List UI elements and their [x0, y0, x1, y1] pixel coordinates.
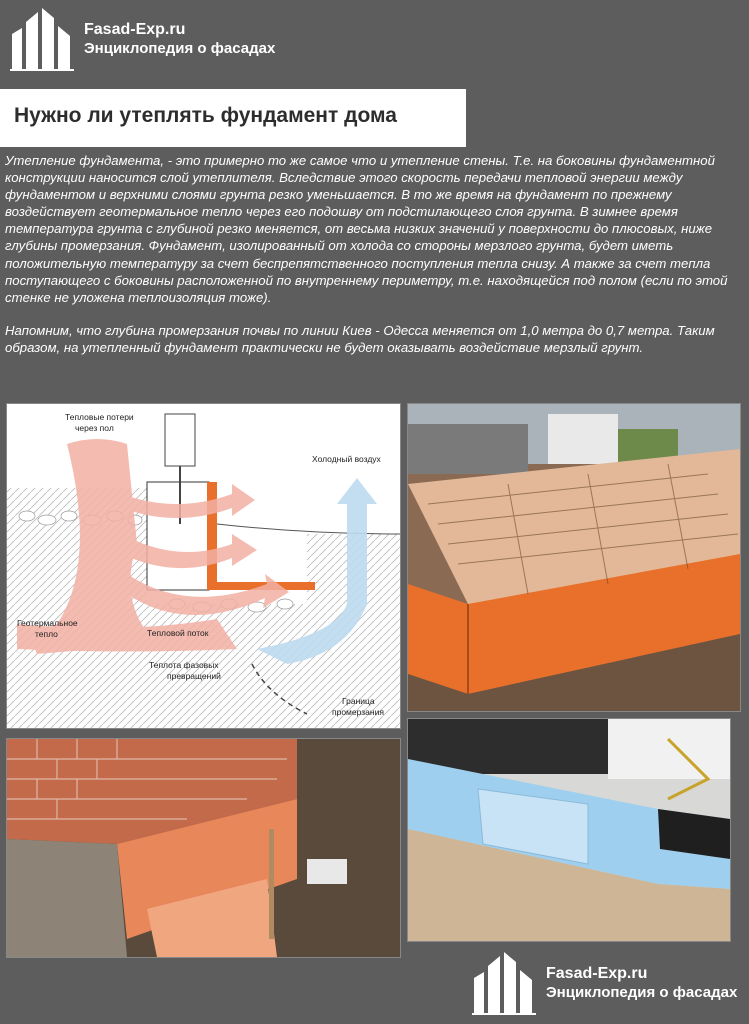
paragraph-1: Утепление фундамента, - это примерно то же самое что и утепление стены. Т.е. на боковины фундаментной конструкции наносится слой утеплителя. Вследствие этого скорость передачи тепловой энергии между фундаментом и верхними слоями грунта резко уменьшается. В то же время на фундамент по прежнему воздействует геотермальное тепло через его подошву от подстилающего слоя грунта. В зимнее время температура грунта с глубиной резко меняется, от весьма низких значений у поверхности до плюсовых, ниже глубины промерзания. Фундамент, изолированный от холода со стороны мерзлого грунта, будет иметь положительную температуру за счет беспрепятственного поступления тепла снизу. А также за счет тепла поступающего с боковины расположенной по внутреннему периметру, т.е. находящейся под полом (если по этой стенке не уложена теплоизоляция тоже). [5, 153, 728, 305]
site-tagline: Энциклопедия о фасадах [546, 984, 738, 1001]
label-frost-2: промерзания [332, 707, 384, 717]
label-geothermal-2: тепло [35, 629, 58, 639]
page-title: Нужно ли утеплять фундамент дома [14, 104, 397, 127]
building-logo-icon [8, 6, 76, 72]
paragraph-2: Напомним, что глубина промерзания почвы по линии Киев - Одесса меняется от 1,0 метра до 0,7 метра. Таким образом, на утепленный фундамент практически не будет оказывать воздействие мерзлый грунт. [5, 322, 715, 355]
foundation-block [147, 482, 209, 590]
label-heat-flow: Тепловой поток [147, 628, 209, 638]
brand-header[interactable] [8, 6, 275, 72]
label-cold-air: Холодный воздух [312, 454, 381, 464]
photo-xps-insulation [407, 718, 731, 942]
label-heat-loss-1: Тепловые потери [65, 412, 134, 422]
photo-insulated-slab [407, 403, 741, 712]
brand-footer[interactable] [470, 950, 737, 1016]
photo-brick-insulation [6, 738, 401, 958]
site-name: Fasad-Exp.ru [84, 21, 186, 38]
building-logo-icon [470, 950, 538, 1016]
label-phase-2: превращений [167, 671, 221, 681]
article-text [5, 152, 745, 372]
label-geothermal-1: Геотермальное [17, 618, 78, 628]
label-frost-1: Граница [342, 696, 375, 706]
heat-flow-diagram [6, 403, 401, 729]
site-tagline: Энциклопедия о фасадах [84, 40, 276, 57]
label-phase-1: Теплота фазовых [149, 660, 219, 670]
label-heat-loss-2: через пол [75, 423, 114, 433]
title-banner [0, 89, 466, 147]
site-name: Fasad-Exp.ru [546, 965, 648, 982]
